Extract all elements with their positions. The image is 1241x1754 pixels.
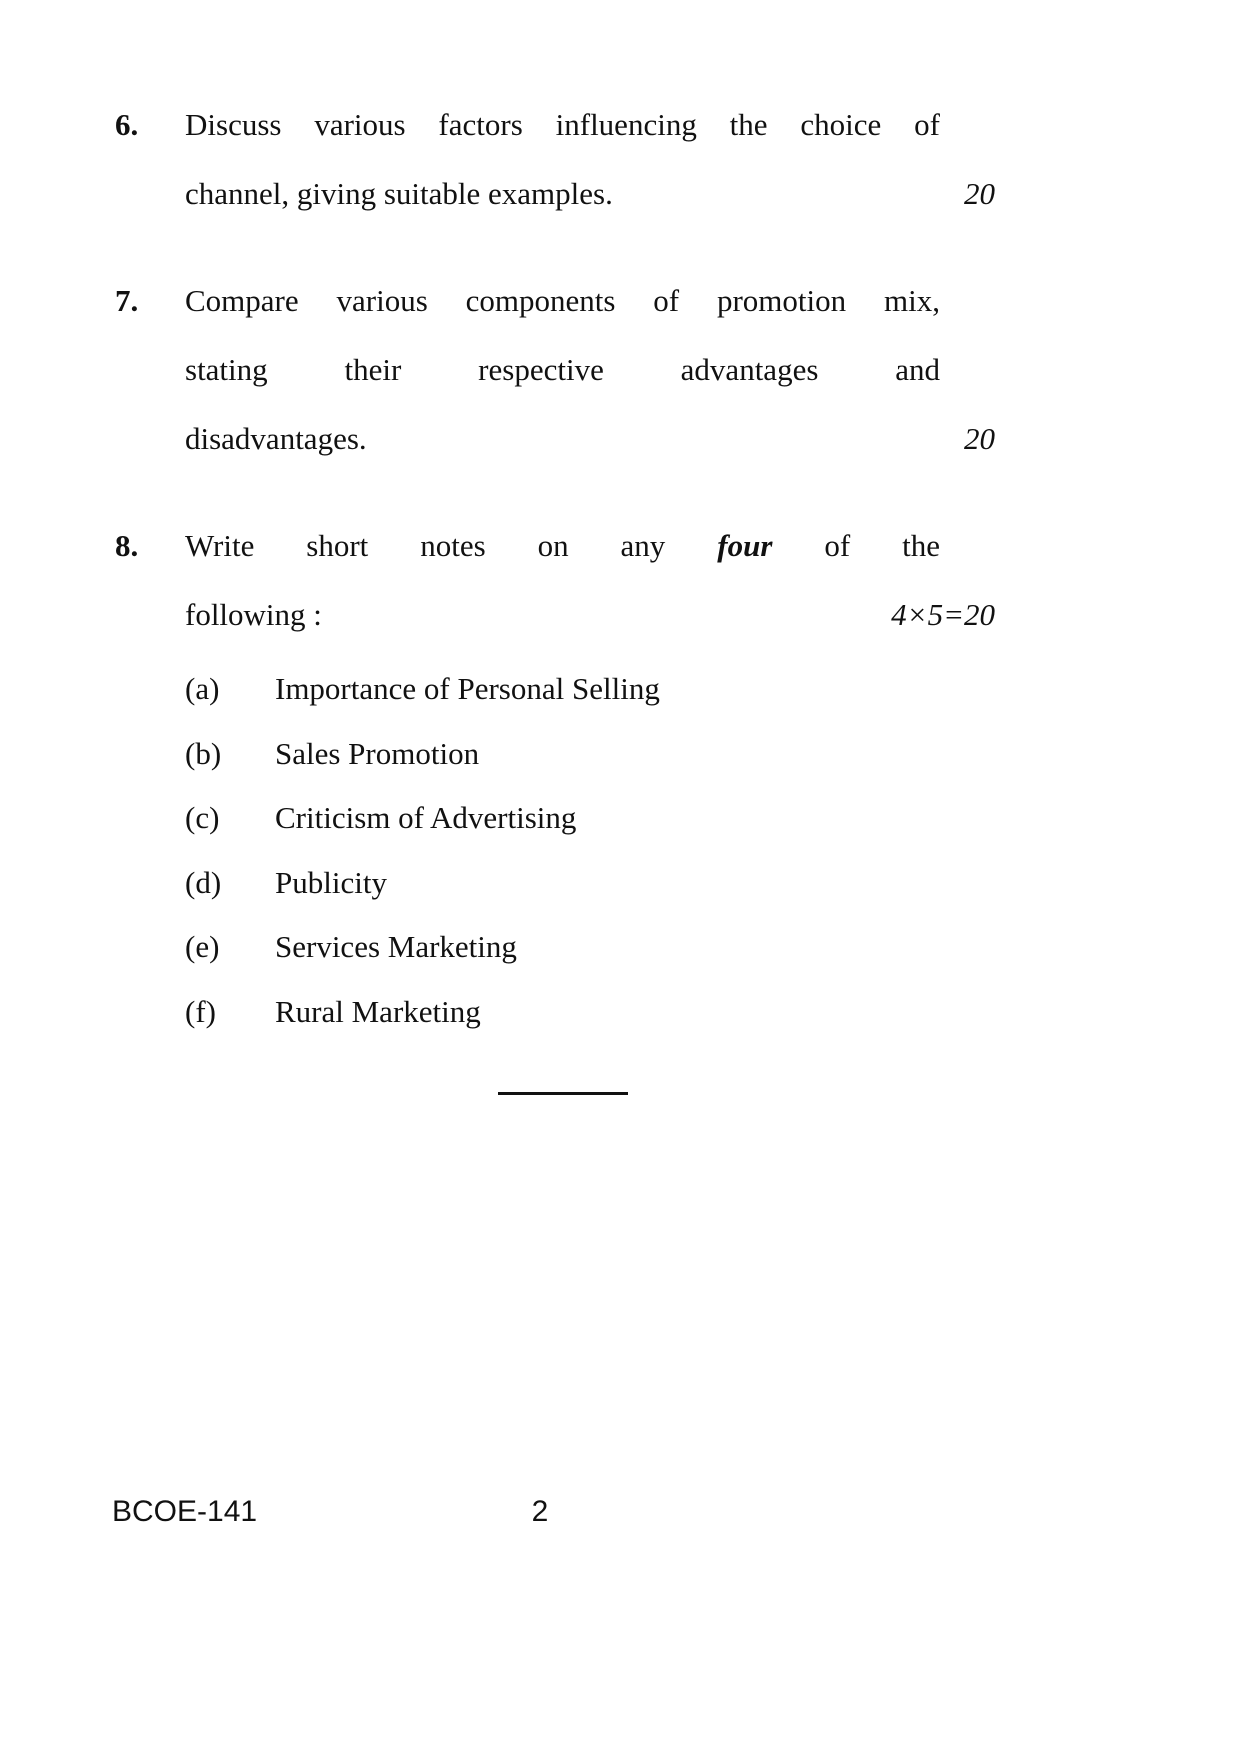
- list-item: [185, 980, 995, 1045]
- question-7-line-1: Compare various components of promotion mix,: [185, 283, 940, 318]
- question-8: [115, 511, 995, 1044]
- question-8-line-1: [185, 511, 940, 580]
- list-item: [185, 786, 995, 851]
- question-8-subitems: [185, 657, 995, 1044]
- subitem-e-label: (e): [185, 929, 220, 964]
- question-8-body: [185, 511, 995, 649]
- list-item: [185, 915, 995, 980]
- question-6: [115, 90, 995, 228]
- page-content: [115, 90, 995, 1095]
- subitem-a-label: (a): [185, 671, 220, 706]
- subitem-c-label: (c): [185, 800, 220, 835]
- question-8-line-2: [185, 580, 995, 649]
- paper-code: BCOE-141: [112, 1495, 258, 1528]
- page-number: 2: [531, 1495, 549, 1528]
- question-8-line-1-post: of the: [824, 528, 941, 563]
- list-item: [185, 851, 995, 916]
- question-6-line-2-text: channel, giving suitable examples.: [185, 176, 613, 211]
- subitem-f-text: Rural Marketing: [275, 993, 481, 1029]
- subitem-e-text: Services Marketing: [275, 929, 517, 964]
- subitem-d-text: Publicity: [275, 864, 387, 900]
- end-of-questions-rule-container: [185, 1092, 940, 1095]
- question-6-marks: 20: [964, 176, 995, 211]
- question-6-line-1: Discuss various factors influencing the choice of: [185, 107, 940, 142]
- question-7-number: 7.: [115, 283, 139, 318]
- page-footer: [0, 1495, 1241, 1545]
- subitem-a-text: Importance of Personal Selling: [275, 671, 660, 706]
- question-7-line-2: stating their respective advantages and: [185, 352, 940, 387]
- question-7-line-3: [185, 404, 995, 473]
- question-6-body: [185, 90, 995, 228]
- question-8-marks: 4×5=20: [891, 597, 995, 632]
- list-item: [185, 722, 995, 787]
- end-of-questions-rule: [498, 1092, 628, 1095]
- subitem-b-label: (b): [185, 735, 222, 771]
- subitem-d-label: (d): [185, 864, 222, 900]
- list-item: [185, 657, 995, 722]
- question-6-number: 6.: [115, 107, 139, 142]
- question-7-line-3-text: disadvantages.: [185, 421, 367, 456]
- question-7-body: [185, 266, 995, 473]
- question-7-marks: 20: [964, 421, 995, 456]
- question-8-line-2-text: following :: [185, 597, 322, 632]
- subitem-c-text: Criticism of Advertising: [275, 800, 577, 835]
- question-8-number: 8.: [115, 528, 139, 563]
- question-6-line-2: [185, 159, 995, 228]
- question-7: [115, 266, 995, 473]
- subitem-f-label: (f): [185, 993, 216, 1029]
- question-8-line-1-emphasis: four: [717, 528, 773, 563]
- question-8-line-1-pre: Write short notes on any: [185, 528, 666, 563]
- subitem-b-text: Sales Promotion: [275, 735, 480, 771]
